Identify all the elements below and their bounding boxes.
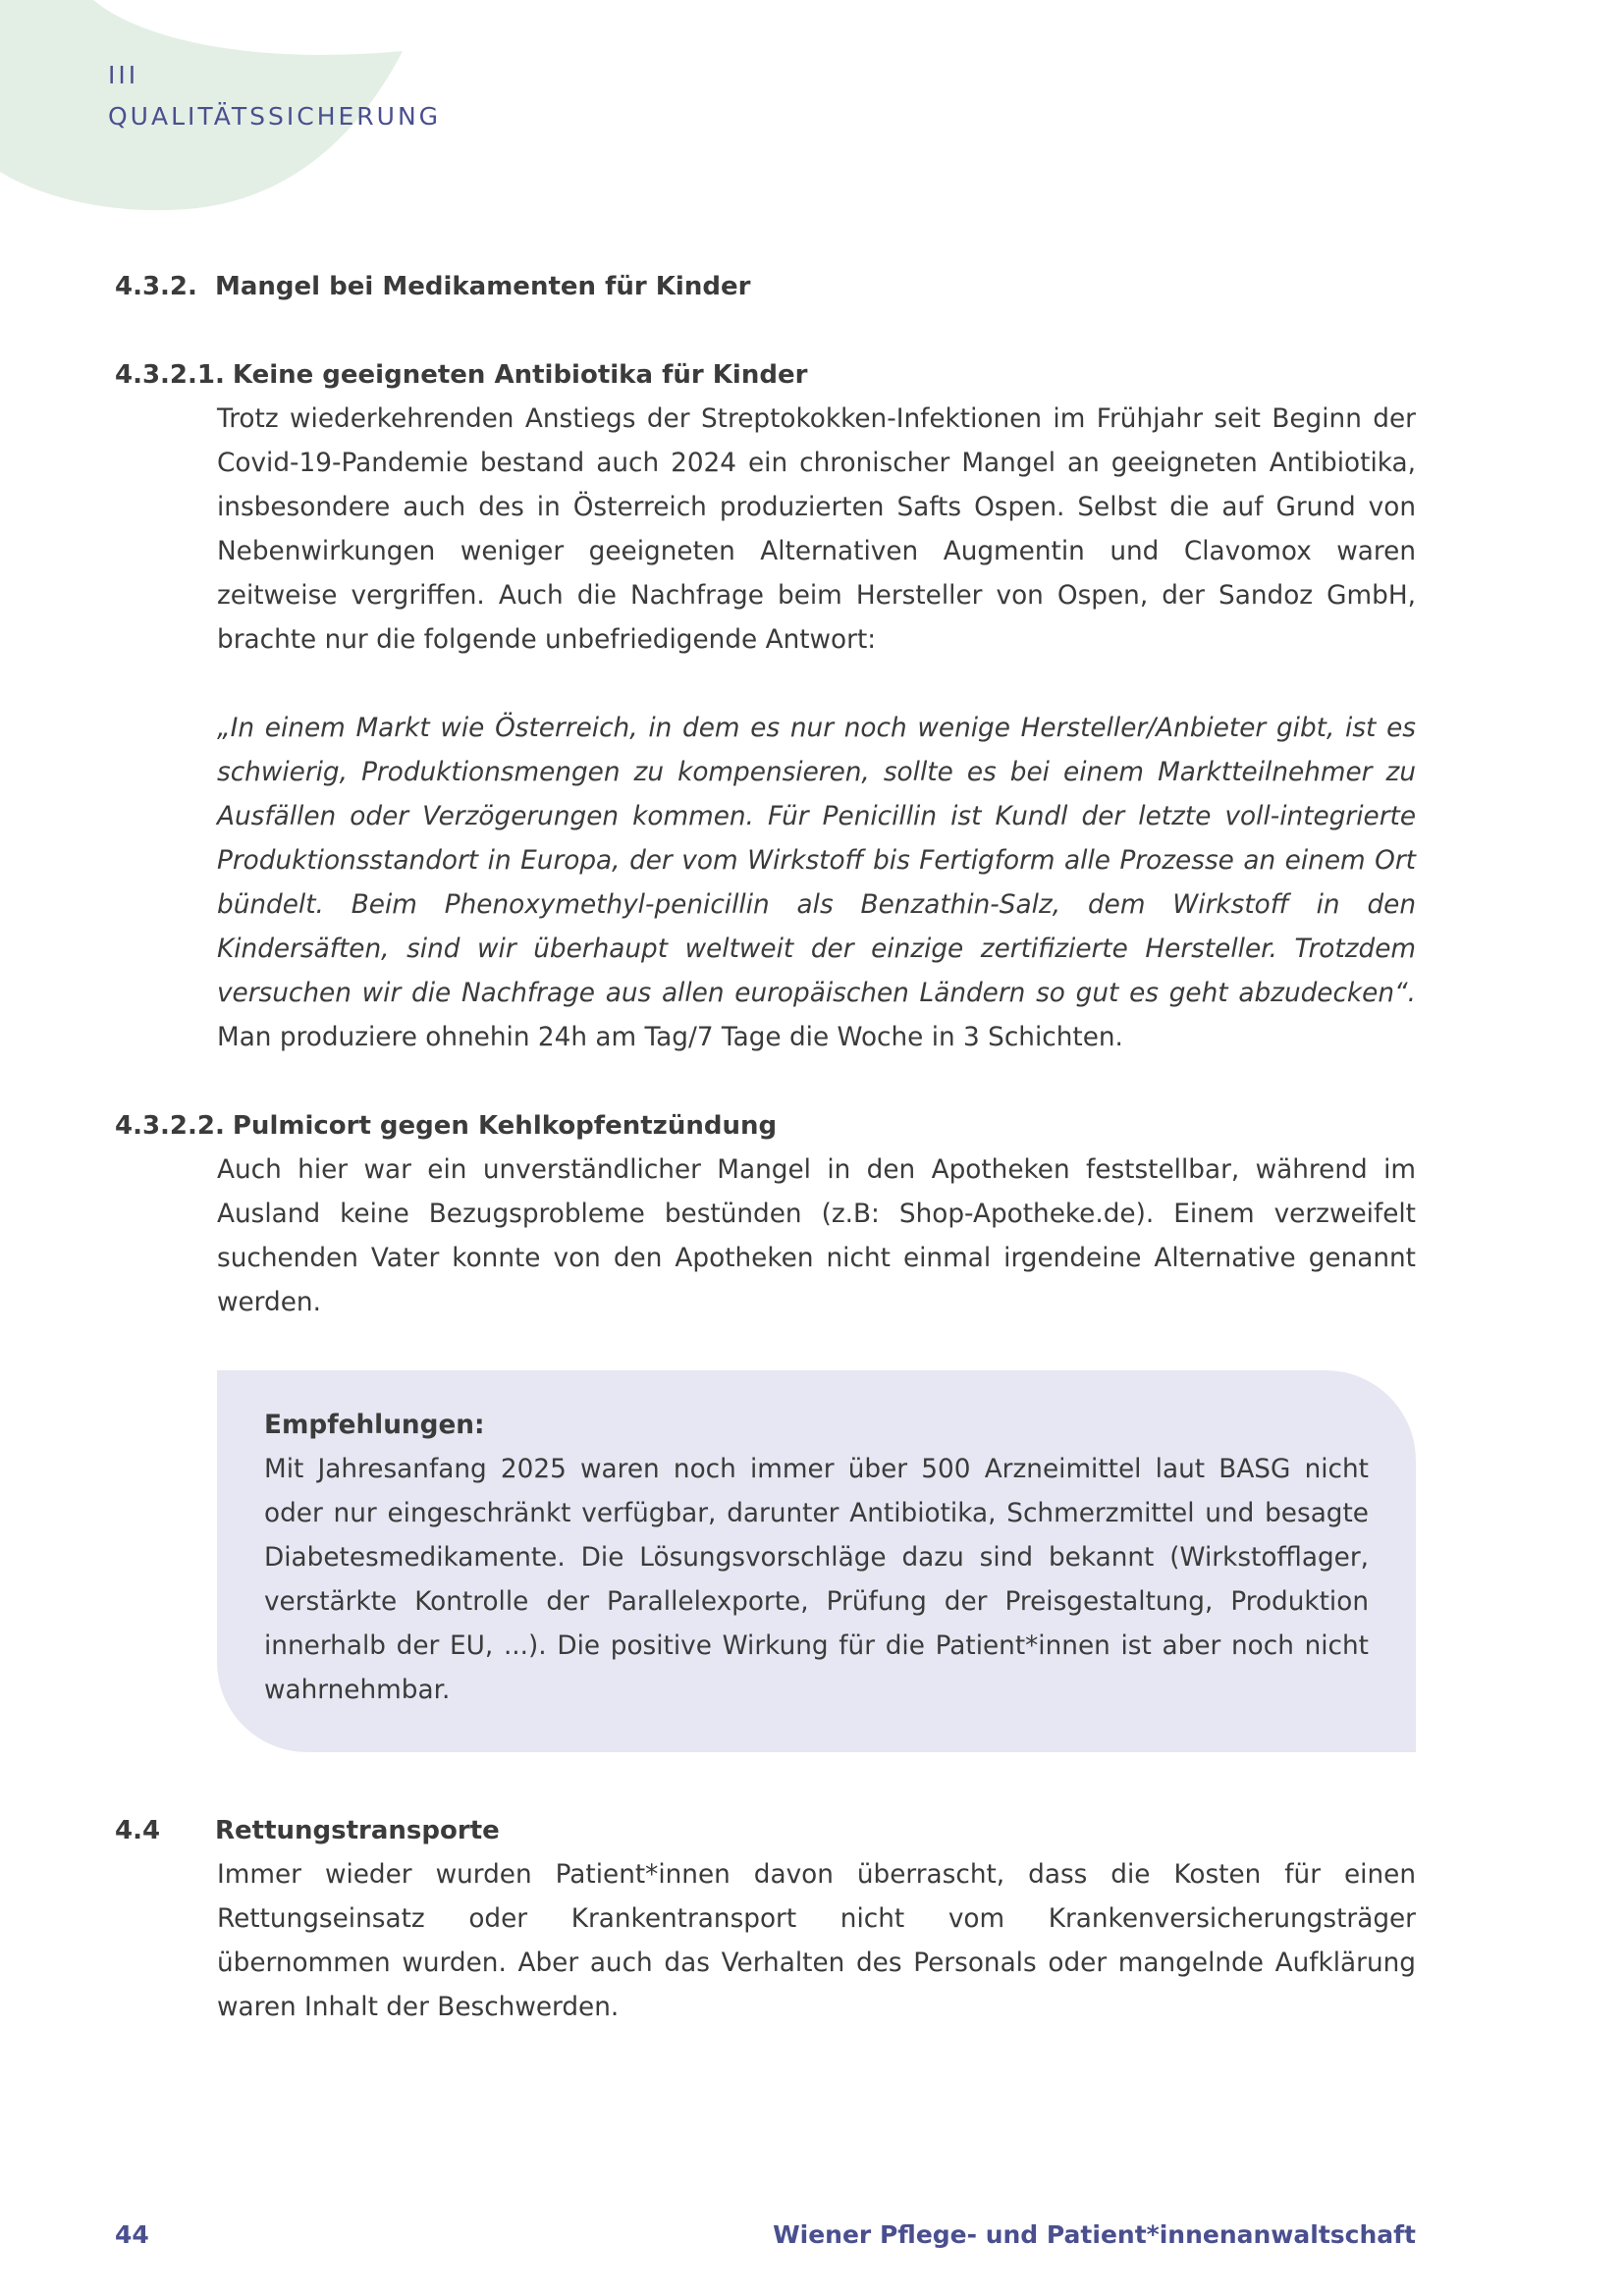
paragraph-quote	[217, 707, 1416, 1060]
section-heading-4-3-2	[115, 265, 1416, 309]
chapter-title: QUALITÄTSSICHERUNG	[108, 102, 442, 131]
footer-organization: Wiener Pflege- und Patient*innenanwaltschaft	[773, 2220, 1416, 2249]
section-title: Mangel bei Medikamenten für Kinder	[215, 272, 751, 301]
chapter-header	[108, 55, 441, 137]
section-heading-4-3-2-1	[115, 353, 1416, 398]
section-number: 4.4	[115, 1816, 161, 1845]
section-heading-4-4	[115, 1809, 1416, 1853]
section-title: Rettungstransporte	[215, 1816, 500, 1845]
section-title: Keine geeigneten Antibiotika für Kinder	[232, 360, 808, 390]
page-number: 44	[115, 2220, 149, 2249]
main-content	[115, 265, 1416, 2030]
section-title: Pulmicort gegen Kehlkopfentzündung	[232, 1111, 778, 1141]
manufacturer-quote: „In einem Markt wie Österreich, in dem es nur noch wenige Hersteller/Anbieter gibt, ist es schwierig, Produktionsmengen zu kompensieren, sollte es bei einem Marktteilnehmer zu Ausfällen oder Verzögerungen kommen. Für Penicillin ist Kundl der letzte voll-integrierte Produktionsstandort in Europa, der vom Wirkstoff bis Fertigform alle Prozesse an einem Ort bündelt. Beim Phenoxymethyl-penicillin als Benzathin-Salz, dem Wirkstoff in den Kindersäften, sind wir überhaupt weltweit der einzige zertifizierte Hersteller. Trotzdem versuchen wir die Nachfrage aus allen europäischen Ländern so gut es geht abzudecken“.	[217, 714, 1416, 1008]
recommendations-body: Mit Jahresanfang 2025 waren noch immer über 500 Arzneimittel laut BASG nicht oder nur eingeschränkt verfügbar, darunter Antibiotika, Schmerzmittel und besagte Diabetesmedikamente. Die Lösungsvorschläge dazu sind bekannt (Wirkstofflager, verstärkte Kontrolle der Parallelexporte, Prüfung der Preisgestaltung, Produktion innerhalb der EU, ...). Die positive Wirkung für die Patient*innen ist aber noch nicht wahrnehmbar.	[264, 1455, 1369, 1705]
chapter-number: III	[108, 61, 139, 89]
page-footer	[115, 2220, 1416, 2249]
paragraph-pulmicort: Auch hier war ein unverständlicher Mangel in den Apotheken feststellbar, während im Ausland keine Bezugsprobleme bestünden (z.B: Shop-Apotheke.de). Einem verzweifelt suchenden Vater konnte von den Apotheken nicht einmal irgendeine Alternative genannt werden.	[217, 1155, 1416, 1317]
paragraph-rescue-transport: Immer wieder wurden Patient*innen davon überrascht, dass die Kosten für einen Rettungseinsatz oder Krankentransport nicht vom Krankenversicherungsträger übernommen wurden. Aber auch das Verhalten des Personals oder mangelnde Aufklärung waren Inhalt der Beschwerden.	[217, 1860, 1416, 2022]
quote-tail: Man produziere ohnehin 24h am Tag/7 Tage die Woche in 3 Schichten.	[217, 1023, 1123, 1052]
section-heading-4-3-2-2	[115, 1104, 1416, 1148]
section-number: 4.3.2.1.	[115, 360, 225, 390]
recommendations-box	[217, 1370, 1416, 1752]
section-number: 4.3.2.2.	[115, 1111, 225, 1141]
section-number: 4.3.2.	[115, 272, 197, 301]
paragraph-antibiotics: Trotz wiederkehrenden Anstiegs der Streptokokken-Infektionen im Frühjahr seit Beginn der Covid-19-Pandemie bestand auch 2024 ein chronischer Mangel an geeigneten Antibiotika, insbesondere auch des in Österreich produzierten Safts Ospen. Selbst die auf Grund von Nebenwirkungen weniger geeigneten Alternativen Augmentin und Clavomox waren zeitweise vergriffen. Auch die Nachfrage beim Hersteller von Ospen, der Sandoz GmbH, brachte nur die folgende unbefriedigende Antwort:	[217, 404, 1416, 655]
recommendations-title: Empfehlungen:	[264, 1411, 485, 1440]
